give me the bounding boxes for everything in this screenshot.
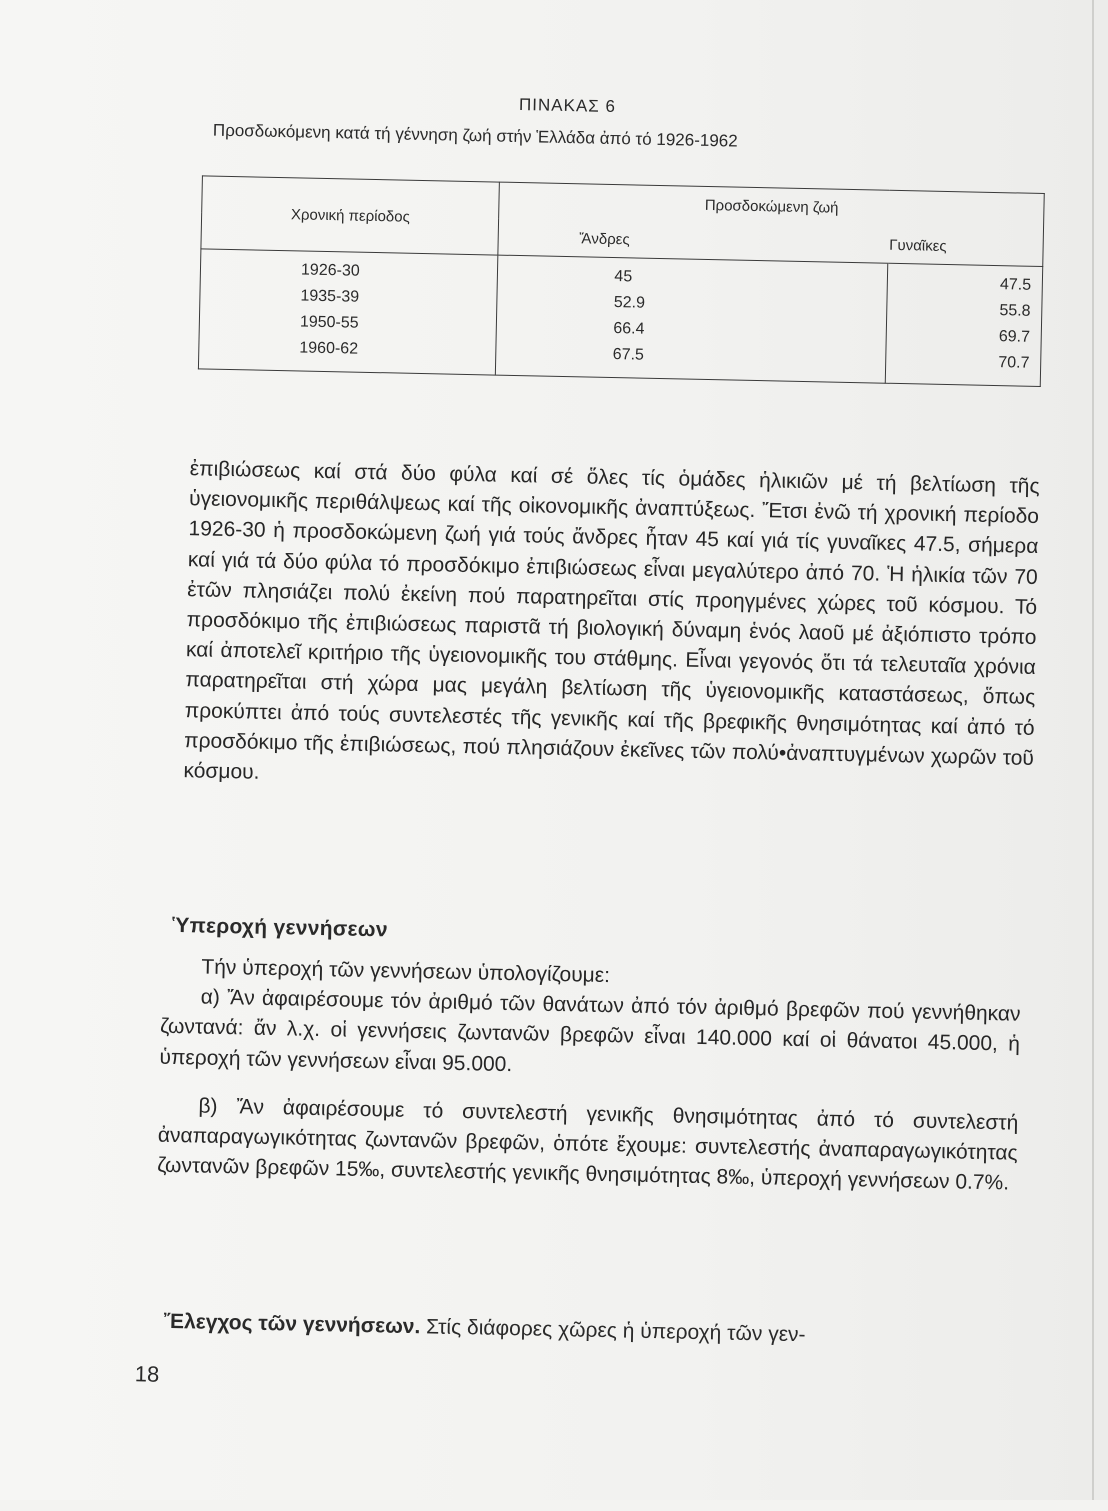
header-men: Ἄνδρες: [498, 219, 888, 264]
paragraph-text: ἐπιβιώσεως καί στά δύο φύλα καί σέ ὅλες τίς ὁμάδες ἡλικιῶν μέ τή βελτίωση τῆς ὑγειονομικῆς περιθάλψεως καί τῆς οἰκονομικῆς ἀναπτύξεως. Ἔτσι ἐνῶ τή χρονική περίοδο 1926-30 ἡ προσδοκώμενη ζωή γιά τούς ἄνδρες ἦταν 45 καί γιά τίς γυναῖκες 47.5, σήμερα καί γιά τά δύο φύλα τό προσδόκιμο ἐπιβιώσεως εἶναι μεγαλύτερο ἀπό 70. Ἡ ἡλικία τῶν 70 ἐτῶν πλησιάζει πολύ ἐκείνη πού παρατηρεῖται στίς προηγμένες χώρες τοῦ κόσμου. Τό προσδόκιμο τῆς ἐπιβιώσεως παριστᾶ τή βιολογική δύναμη ἑνός λαοῦ μέ ἀξιόπιστο τρόπο καί ἀποτελεῖ κριτήριο τῆς ὑγειονομικῆς του στάθμης. Εἶναι γεγονός ὅτι τά τελευταῖα χρόνια παρατηρεῖται στή χώρα μας μεγάλη βελτίωση τῆς ὑγειονομικῆς καταστάσεως, ὅπως προκύπτει ἀπό τούς συντελεστές τῆς γενικῆς καί τῆς βρεφικῆς θνησιμότητας καί ἀπό τό προσδόκιμο τῆς ἐπιβιώσεως, πού πλησιάζουν ἐκεῖνες τῶν πολύ•ἀναπτυγμένων χωρῶν τοῦ κόσμου.: [183, 457, 1040, 784]
closing-text: Στίς διάφορες χῶρες ἡ ὑπεροχή τῶν γεν-: [420, 1315, 806, 1347]
men-column: [496, 255, 888, 383]
table-label: ΠΙΝΑΚΑΣ 6: [518, 95, 617, 117]
women-cell: 69.7: [998, 328, 1031, 346]
men-cell: 45: [614, 268, 633, 286]
header-period: Χρονική περίοδος: [201, 176, 500, 255]
women-column: [885, 263, 1042, 386]
table-body: [198, 249, 1042, 387]
section-heading: Ὑπεροχή γεννήσεων: [172, 913, 389, 942]
men-cell: 52.9: [613, 294, 646, 312]
paragraph-text: α) Ἄν ἀφαιρέσουμε τόν ἀριθμό τῶν θανάτων ἀπό τόν ἀριθμό βρεφῶν πού γεννήθηκαν ζωντανά: ἄν λ.χ. οἱ γεννήσεις ζωντανῶν βρεφῶν εἶναι 140.000 καί οἱ θάνατοι 45.000, ἡ ὑπεροχή τῶν γεννήσεων εἶναι 95.000.: [159, 985, 1021, 1076]
period-cell: 1960-62: [299, 339, 359, 358]
closing-line: [164, 1310, 1014, 1352]
body-paragraphs-2: [157, 952, 1022, 1199]
table-caption: Προσδωκόμενη κατά τή γέννηση ζωή στήν Ἑλλάδα ἀπό τό 1926-1962: [212, 120, 738, 151]
period-column: [198, 249, 498, 375]
header-life-expectancy: Προσδοκώμενη ζωή: [499, 182, 1044, 230]
women-cell: 47.5: [999, 276, 1032, 294]
men-cell: 66.4: [613, 320, 645, 338]
life-expectancy-table: [198, 175, 1045, 387]
header-women: Γυναῖκες: [888, 227, 1044, 267]
men-cell: 67.5: [612, 346, 645, 364]
page-number: 18: [134, 1361, 160, 1387]
body-paragraph-1: [183, 454, 1040, 804]
period-cell: 1926-30: [300, 261, 360, 280]
period-cell: 1950-55: [299, 313, 359, 332]
women-cell: 70.7: [998, 354, 1030, 372]
period-cell: 1935-39: [300, 287, 360, 306]
closing-heading: Ἔλεγχος τῶν γεννήσεων.: [163, 1309, 421, 1339]
paragraph-text: Τήν ὑπεροχή τῶν γεννήσεων ὑπολογίζουμε:: [201, 955, 611, 988]
paragraph-text: β) Ἄν ἀφαιρέσουμε τό συντελεστή γενικῆς θνησιμότητας ἀπό τό συντελεστή ἀναπαραγωγικότητας ζωντανῶν βρεφῶν, ὁπότε ἔχουμε: συντελεστής ἀναπαραγωγικότητας ζωντανῶν βρεφῶν 15‰, συντελεστής γενικῆς θνησιμότητας 8‰, ὑπεροχή γεννήσεων 0.7%.: [156, 1094, 1019, 1195]
women-cell: 55.8: [999, 302, 1031, 320]
